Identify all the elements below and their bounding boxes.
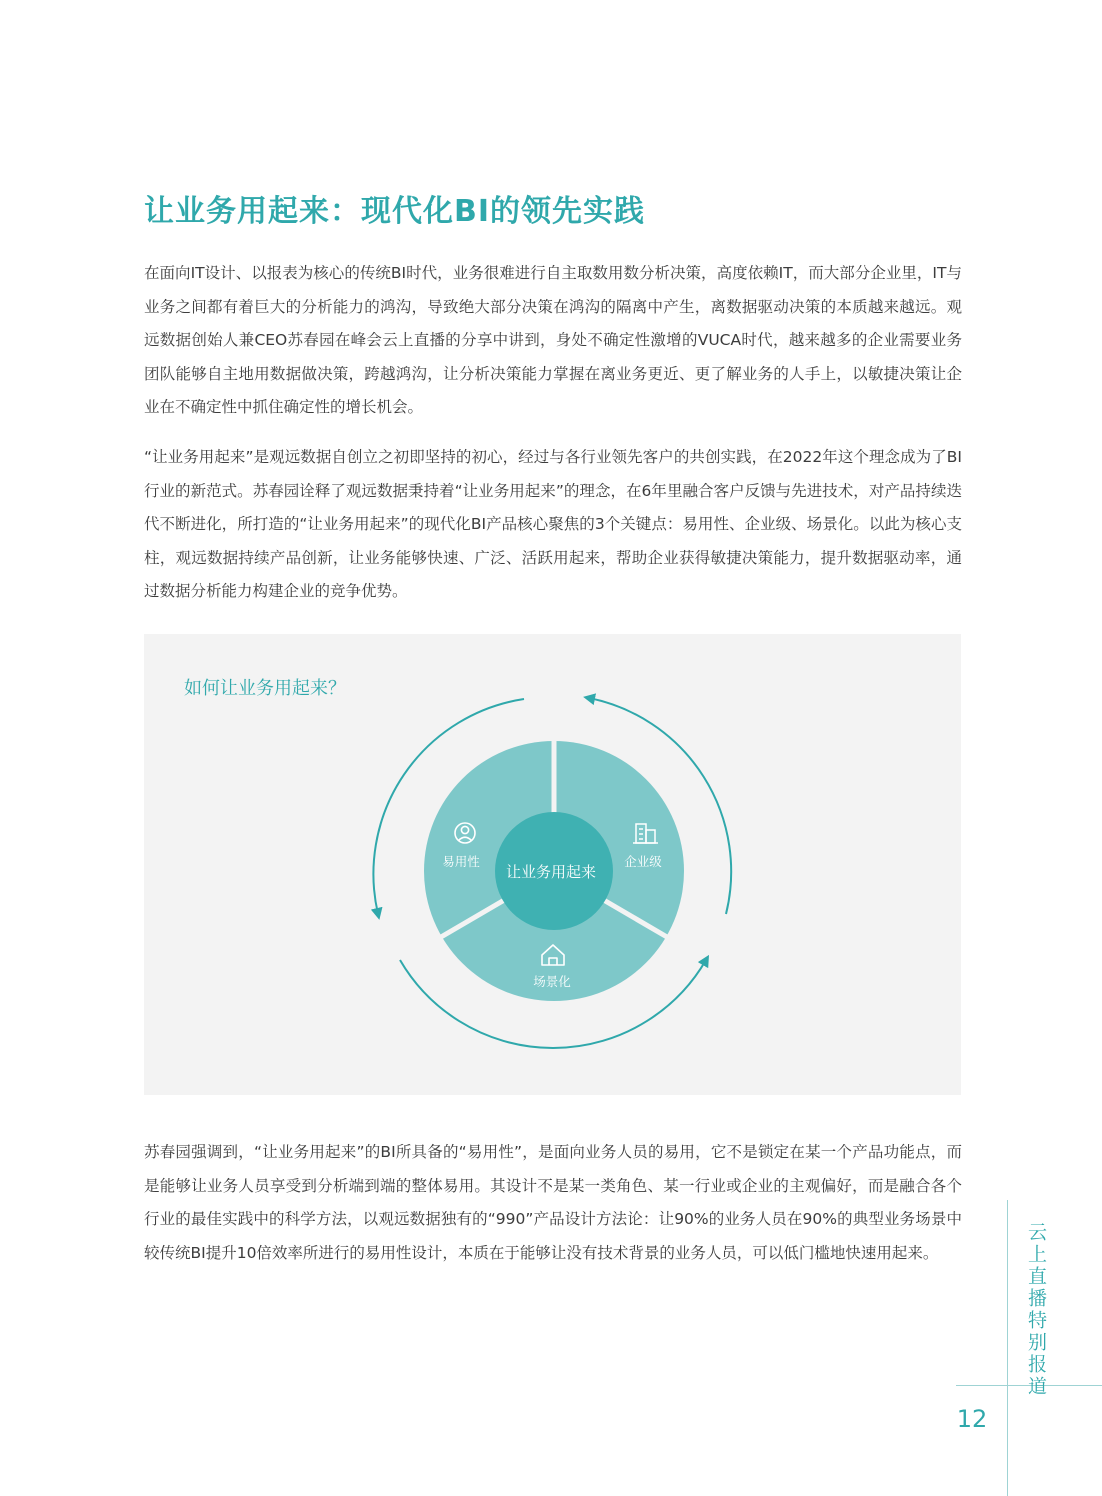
segment-label-enterprise: 企业级 — [624, 854, 662, 869]
body-paragraph-2: “让业务用起来”是观远数据自创立之初即坚持的初心，经过与各行业领先客户的共创实践，在2022年这个理念成为了BI行业的新范式。苏春园诠释了观远数据秉持着“让业务用起来”的理念，在6年里融合客户反馈与先进技术，对产品持续迭代不断进化，所打造的“让业务用起来”的现代化BI产品核心聚焦的3个关键点：易用性、企业级、场景化。以此为核心支柱，观远数据持续产品创新，让业务能够快速、广泛、活跃用起来，帮助企业获得敏捷决策能力，提升数据驱动率，通过数据分析能力构建企业的竞争优势。 — [144, 448, 962, 600]
figure-panel — [144, 634, 961, 1095]
section-label: 云上直播特别报道 — [1025, 1222, 1047, 1398]
segment-label-scenario: 场景化 — [533, 974, 571, 989]
center-label: 让业务用起来 — [505, 863, 597, 881]
segment-label-usability: 易用性 — [442, 854, 480, 869]
cycle-diagram — [144, 634, 961, 1095]
body-paragraph-3: 苏春园强调到，“让业务用起来”的BI所具备的“易用性”，是面向业务人员的易用，它不是锁定在某一个产品功能点，而是能够让业务人员享受到分析端到端的整体易用。其设计不是某一类角色、某一行业或企业的主观偏好，而是融合各个行业的最佳实践中的科学方法，以观远数据独有的“990”产品设计方法论：让90%的业务人员在90%的典型业务场景中较传统BI提升10倍效率所进行的易用性设计，本质在于能够让没有技术背景的业务人员，可以低门槛地快速用起来。 — [144, 1143, 962, 1262]
sidebar-divider-vertical — [1007, 1200, 1008, 1496]
figure-title: 如何让业务用起来？ — [184, 678, 346, 699]
page-number: 12 — [956, 1405, 988, 1433]
page-title: 让业务用起来：现代化BI的领先实践 — [144, 194, 646, 229]
body-paragraph-1: 在面向IT设计、以报表为核心的传统BI时代，业务很难进行自主取数用数分析决策，高度依赖IT，而大部分企业里，IT与业务之间都有着巨大的分析能力的鸿沟，导致绝大部分决策在鸿沟的隔离中产生，离数据驱动决策的本质越来越远。观远数据创始人兼CEO苏春园在峰会云上直播的分享中讲到，身处不确定性激增的VUCA时代，越来越多的企业需要业务团队能够自主地用数据做决策，跨越鸿沟，让分析决策能力掌握在离业务更近、更了解业务的人手上，以敏捷决策让企业在不确定性中抓住确定性的增长机会。 — [144, 264, 962, 416]
